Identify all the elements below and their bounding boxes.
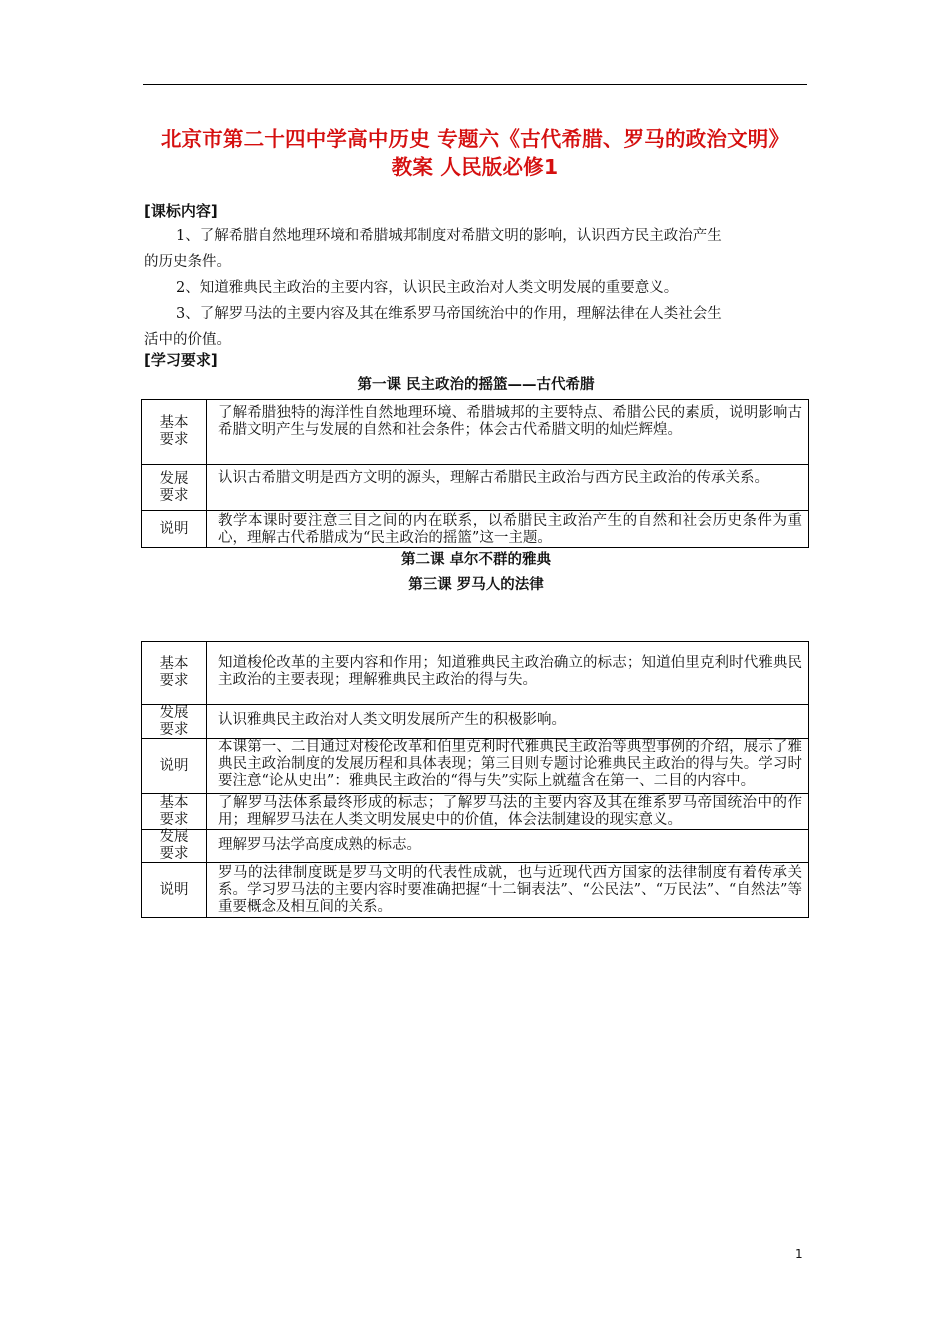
row-text: 本课第一、二目通过对梭伦改革和伯里克利时代雅典民主政治等典型事例的介绍，展示了雅典民主政治制度的发展历程和具体表现；第三目则专题讨论雅典民主政治的得与失。学习时要注意“论从史出”：雅典民主政治的“得与失”实际上就蕴含在第一、二目的内容中。: [218, 739, 802, 789]
row-text: 教学本课时要注意三目之间的内在联系，以希腊民主政治产生的自然和社会历史条件为重心，理解古代希腊成为“民主政治的摇篮”这一主题。: [218, 513, 802, 546]
document-title-line1: 北京市第二十四中学高中历史 专题六《古代希腊、罗马的政治文明》: [160, 127, 790, 151]
table-row: [142, 829, 808, 862]
row-text: 知道梭伦改革的主要内容和作用；知道雅典民主政治确立的标志；知道伯里克利时代雅典民主政治的主要表现；理解雅典民主政治的得与失。: [218, 655, 802, 688]
header-rule: [143, 84, 807, 85]
table-row: [142, 738, 808, 793]
curriculum-list: [144, 223, 808, 353]
document-title-line2: 教案 人民版必修1: [391, 155, 559, 179]
row-text: 理解罗马法学高度成熟的标志。: [218, 837, 421, 853]
row-label: 发展 要求: [142, 465, 207, 510]
table-row: [142, 400, 808, 464]
row-label: 说明: [142, 511, 207, 547]
row-text: 认识雅典民主政治对人类文明发展所产生的积极影响。: [218, 712, 566, 728]
lesson2-title: 第二课 卓尔不群的雅典: [400, 552, 552, 568]
row-label: 基本 要求: [142, 642, 207, 704]
curriculum-item-3a: 3、了解罗马法的主要内容及其在维系罗马帝国统治中的作用，理解法律在人类社会生: [176, 306, 722, 322]
table-row: [142, 464, 808, 510]
curriculum-item-3b: 活中的价值。: [144, 332, 231, 348]
row-text: 了解罗马法体系最终形成的标志；了解罗马法的主要内容及其在维系罗马帝国统治中的作用；理解罗马法在人类文明发展史中的价值，体会法制建设的现实意义。: [218, 795, 802, 828]
table-row: [142, 704, 808, 738]
row-label: 发展 要求: [142, 830, 207, 862]
curriculum-item-1a: 1、了解希腊自然地理环境和希腊城邦制度对希腊文明的影响，认识西方民主政治产生: [176, 228, 722, 244]
row-text: 认识古希腊文明是西方文明的源头，理解古希腊民主政治与西方民主政治的传承关系。: [218, 470, 769, 486]
table-row: [142, 510, 808, 547]
curriculum-item-2: 2、知道雅典民主政治的主要内容，认识民主政治对人类文明发展的重要意义。: [176, 280, 679, 296]
page-number: 1: [795, 1247, 803, 1261]
row-label: 说明: [142, 739, 207, 793]
row-label: 说明: [142, 863, 207, 917]
table-row: [142, 862, 808, 917]
requirements-heading: [学习要求]: [144, 351, 218, 369]
table-row: [142, 642, 808, 704]
lesson3-title: 第三课 罗马人的法律: [408, 577, 544, 593]
row-text: 了解希腊独特的海洋性自然地理环境、希腊城邦的主要特点、希腊公民的素质，说明影响古希腊文明产生与发展的自然和社会条件；体会古代希腊文明的灿烂辉煌。: [218, 405, 802, 438]
row-label: 发展 要求: [142, 705, 207, 738]
curriculum-item-1b: 的历史条件。: [144, 254, 231, 270]
row-text: 罗马的法律制度既是罗马文明的代表性成就，也与近现代西方国家的法律制度有着传承关系。学习罗马法的主要内容时要准确把握“十二铜表法”、“公民法”、“万民法”、“自然法”等重要概念及相互间的关系。: [218, 865, 802, 915]
lesson2-3-table: [141, 641, 809, 918]
row-label: 基本 要求: [142, 794, 207, 829]
table-row: [142, 793, 808, 829]
curriculum-heading: [课标内容]: [144, 202, 218, 220]
lesson1-table: [141, 399, 809, 548]
lesson1-title: 第一课 民主政治的摇篮——古代希腊: [357, 377, 595, 393]
row-label: 基本 要求: [142, 400, 207, 464]
